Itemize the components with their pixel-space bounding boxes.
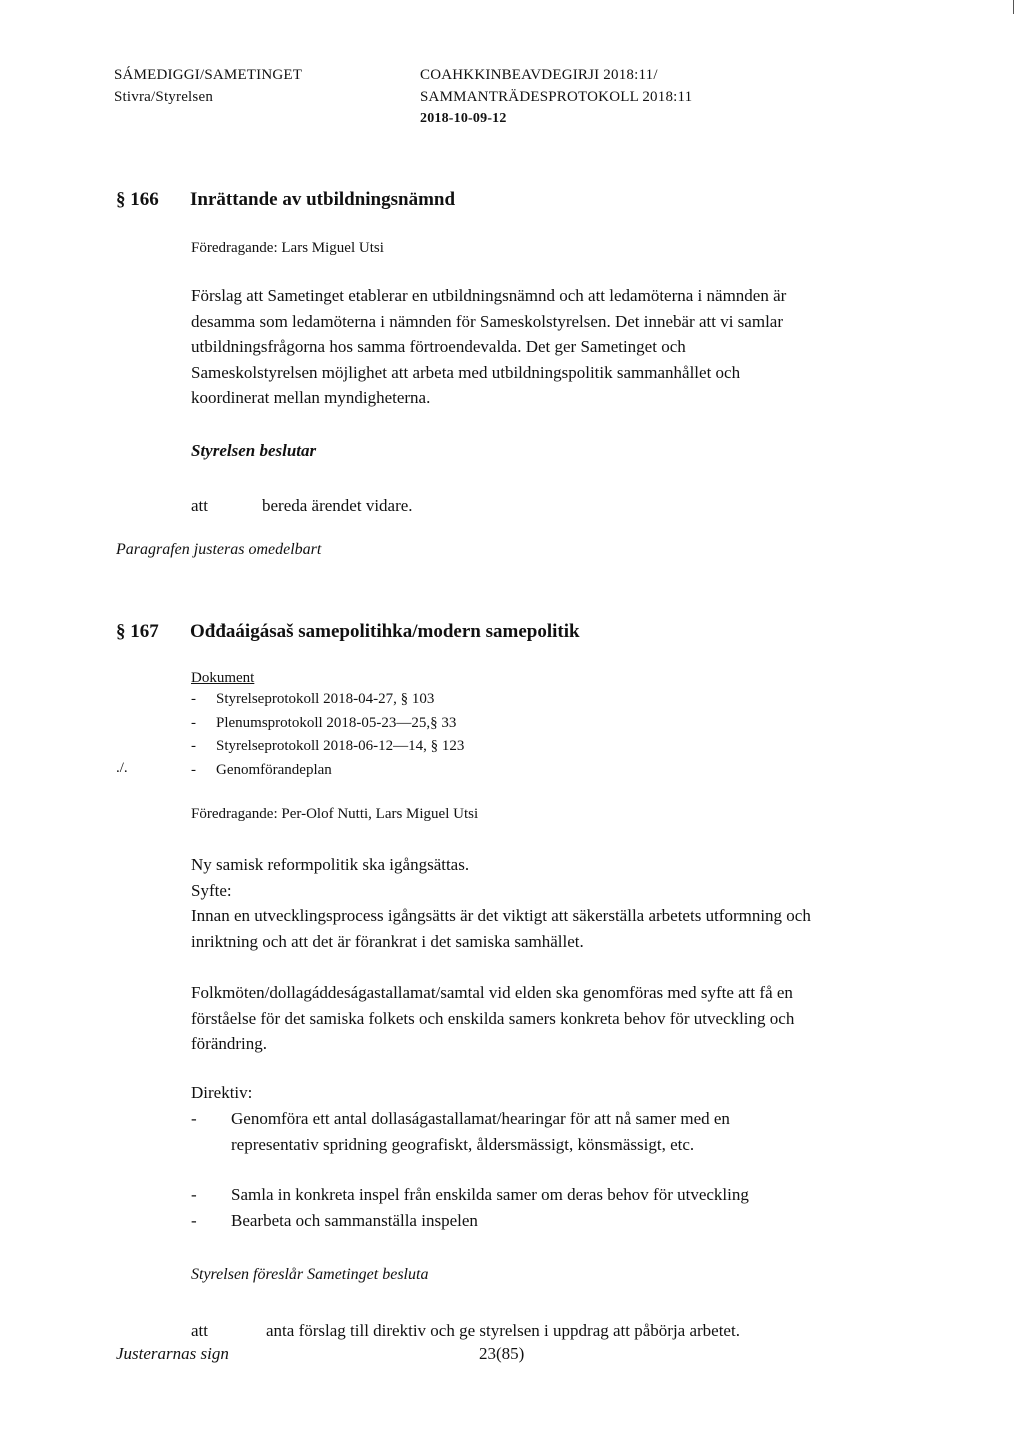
document-name: Genomförandeplan: [216, 761, 332, 778]
scan-mark: [1013, 0, 1014, 14]
section-167-decision-att: att: [191, 1321, 208, 1340]
section-167-decision-text: anta förslag till direktiv och ge styrelsen i uppdrag att påbörja arbetet.: [266, 1321, 740, 1340]
protocol-dates: 2018-10-09-12: [420, 111, 507, 126]
list-item: - Samla in konkreta inspel från enskilda samer om deras behov för utveckling: [191, 1182, 749, 1208]
section-166-decision-heading: Styrelsen beslutar: [191, 441, 317, 460]
text-line: inriktning och att det är förankrat i det samiska samhället.: [191, 931, 584, 951]
section-166-title: Inrättande av utbildningsnämnd: [190, 189, 456, 210]
text-line: Innan en utvecklingsprocess igångsätts är det viktigt att säkerställa arbetets utformning och: [191, 906, 811, 925]
documents-heading: Dokument: [191, 670, 255, 686]
protocol-header: [420, 64, 692, 130]
directive-label: Direktiv:: [191, 1083, 253, 1102]
section-166-decision-att: att: [191, 496, 208, 515]
section-166-presenter: Föredragande: Lars Miguel Utsi: [191, 240, 384, 256]
section-166-number: § 166: [116, 189, 159, 210]
list-item: - Bearbeta och sammanställa inspelen: [191, 1208, 749, 1234]
text-line: Genomföra ett antal dollaságastallamat/hearingar för att nå samer med en: [231, 1109, 730, 1128]
organization-header: [114, 64, 302, 108]
signature-label: Justerarnas sign: [116, 1344, 229, 1363]
list-item: - Genomföra ett antal dollaságastallamat/hearingar för att nå samer med en representativ spridning geografiskt, åldersmässigt, könsmässigt, etc.: [191, 1106, 730, 1157]
text-line: förståelse för det samiska folkets och enskilda samers konkreta behov för utveckling och: [191, 1008, 795, 1028]
purpose-label: Syfte:: [191, 880, 232, 900]
list-item: - Plenumsprotokoll 2018-05-23—25,§ 33: [191, 712, 464, 736]
documents-list: [191, 688, 464, 782]
section-167-title: Ođđaáigásaš samepolitihka/modern samepolitik: [190, 621, 580, 642]
text-line: koordinerat mellan myndigheterna.: [191, 388, 431, 407]
text-line: representativ spridning geografiskt, åldersmässigt, könsmässigt, etc.: [231, 1134, 695, 1154]
text-line: Bearbeta och sammanställa inspelen: [231, 1210, 478, 1230]
text-line: Förslag att Sametinget etablerar en utbildningsnämnd och att ledamöterna i nämnden är: [191, 286, 787, 305]
protocol-title: SAMMANTRÄDESPROTOKOLL 2018:11: [420, 89, 693, 105]
list-item: - Genomförandeplan: [191, 759, 464, 783]
board-proposal-heading: Styrelsen föreslår Sametinget besluta: [191, 1266, 429, 1283]
document-name: Plenumsprotokoll 2018-05-23—25,§ 33: [216, 714, 457, 731]
intro-line: Ny samisk reformpolitik ska igångsättas.: [191, 855, 470, 874]
directive-list-continued: [191, 1182, 749, 1233]
section-167-intro: [191, 852, 981, 954]
page-number: 23(85): [479, 1344, 525, 1363]
text-line: Samla in konkreta inspel från enskilda samer om deras behov för utveckling: [231, 1185, 749, 1204]
text-line: förändring.: [191, 1034, 268, 1053]
section-167-presenter: Föredragande: Per-Olof Nutti, Lars Miguel Utsi: [191, 806, 479, 822]
attachment-mark: ./.: [116, 760, 128, 776]
list-item: - Styrelseprotokoll 2018-06-12—14, § 123: [191, 735, 464, 759]
org-name: SÁMEDIGGI/SAMETINGET: [114, 67, 303, 83]
section-166-decision-text: bereda ärendet vidare.: [262, 496, 413, 515]
text-line: utbildningsfrågorna hos samma förtroendevalda. Det ger Sametinget och: [191, 337, 686, 356]
section-167-meetings: [191, 980, 981, 1057]
protocol-number: COAHKKINBEAVDEGIRJI 2018:11/: [420, 67, 658, 83]
section-167-number: § 167: [116, 621, 159, 642]
text-line: Folkmöten/dollagáddeságastallamat/samtal vid elden ska genomföras med syfte att få en: [191, 983, 793, 1002]
document-name: Styrelseprotokoll 2018-04-27, § 103: [216, 691, 435, 707]
text-line: desamma som ledamöterna i nämnden för Sameskolstyrelsen. Det innebär att vi samlar: [191, 311, 783, 331]
list-item: - Styrelseprotokoll 2018-04-27, § 103: [191, 688, 464, 712]
section-166-proposal: [191, 283, 981, 411]
org-unit: Stivra/Styrelsen: [114, 89, 214, 105]
document-name: Styrelseprotokoll 2018-06-12—14, § 123: [216, 738, 465, 754]
section-166-adjusted-note: Paragrafen justeras omedelbart: [116, 541, 322, 558]
text-line: Sameskolstyrelsen möjlighet att arbeta med utbildningspolitik sammanhållet och: [191, 362, 741, 382]
directive-list: [191, 1106, 730, 1157]
